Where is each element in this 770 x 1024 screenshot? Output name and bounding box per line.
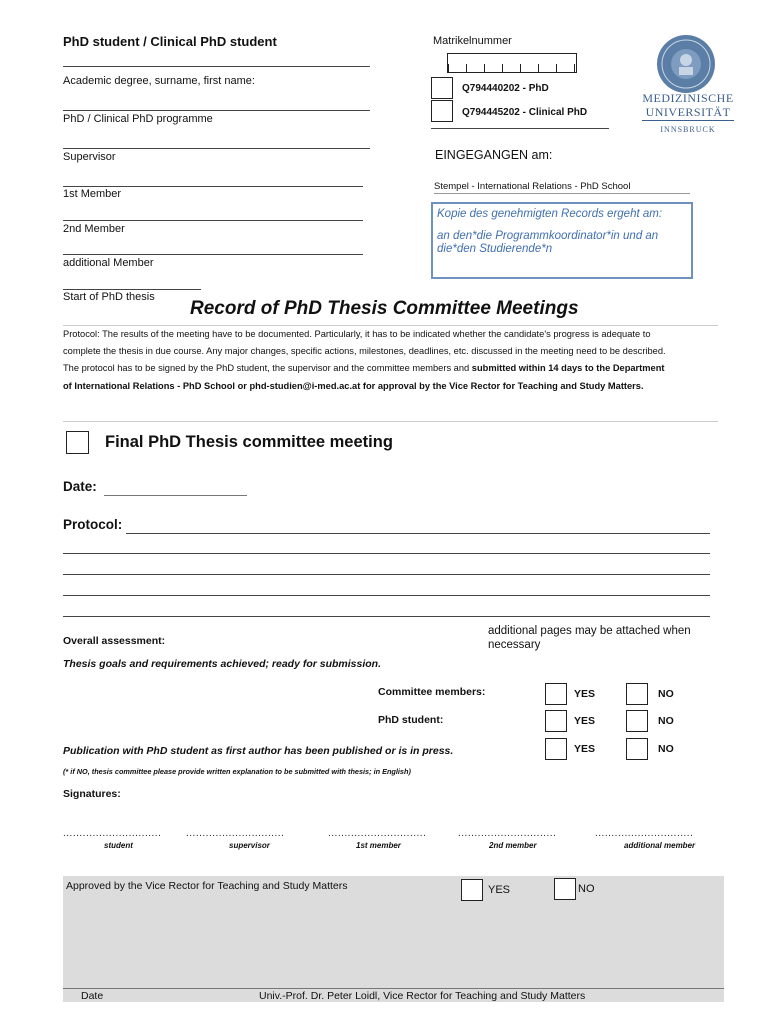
protocol-intro-text: Protocol: The results of the meeting have to be documented. Particularly, it has to be indicated whether the candidate's progress is adequate to complete the thesis in due course. Any major changes, specific actions, milestones, deadlines, etc. discussed in the meeting need to be described. The protocol has to be signed by the PhD student, the supervisor and the committee members and	[63, 329, 666, 374]
protocol-line-2[interactable]	[63, 553, 710, 554]
received-label: EINGEGANGEN am:	[435, 148, 553, 162]
signer-additional-member: additional member	[624, 841, 696, 850]
member2-signature-line[interactable]: ..............................	[458, 828, 557, 839]
field-label-programme: PhD / Clinical PhD programme	[63, 113, 213, 125]
field-label-start: Start of PhD thesis	[63, 291, 155, 303]
publication-no-label: NO	[658, 743, 674, 755]
student-type-heading: PhD student / Clinical PhD student	[63, 34, 277, 49]
supervisor-signature-line[interactable]: ..............................	[186, 828, 285, 839]
logo-line-3: INNSBRUCK	[642, 120, 734, 137]
signer-student: student	[104, 841, 133, 850]
committee-members-label: Committee members:	[378, 686, 486, 698]
protocol-submission-text: submitted within 14 days to the Department of International Relations - PhD School or phd-studien@i-med.ac.at for approval by the Vice Rector for Teaching and Study Matters.	[63, 363, 665, 391]
student-no-checkbox[interactable]	[626, 710, 648, 732]
approval-signature-line[interactable]	[63, 988, 724, 989]
matrikel-input[interactable]	[447, 53, 577, 73]
date-input-line[interactable]	[104, 495, 247, 496]
signer-supervisor: supervisor	[229, 841, 270, 850]
committee-no-label: NO	[658, 688, 674, 700]
publication-yes-label: YES	[574, 743, 596, 755]
protocol-line-5[interactable]	[63, 616, 710, 617]
approval-date-label: Date	[81, 990, 104, 1002]
protocol-label: Protocol:	[63, 517, 123, 532]
matrikel-label: Matrikelnummer	[433, 35, 512, 47]
university-logo-text	[636, 91, 740, 137]
committee-yes-checkbox[interactable]	[545, 683, 567, 705]
program-divider	[431, 128, 609, 129]
protocol-instructions	[63, 326, 673, 395]
additional-pages-note: additional pages may be attached when necessary	[488, 625, 691, 651]
approval-no-label: NO	[578, 883, 595, 895]
copy-note-line-2: an den*die Programmkoordinator*in und an die*den Studierende*n	[437, 230, 659, 255]
protocol-line-1[interactable]	[126, 533, 710, 534]
start-date-line[interactable]	[63, 289, 201, 290]
approval-yes-checkbox[interactable]	[461, 879, 483, 901]
committee-no-checkbox[interactable]	[626, 683, 648, 705]
additional-member-line[interactable]	[63, 254, 363, 255]
phd-student-label: PhD student:	[378, 714, 444, 726]
committee-yes-label: YES	[574, 688, 596, 700]
copy-note-box	[431, 202, 693, 279]
final-meeting-checkbox[interactable]	[66, 431, 89, 454]
program-phd-label: Q794440202 - PhD	[462, 83, 549, 94]
stamp-label: Stempel - International Relations - PhD School	[434, 181, 631, 192]
program-clinical-checkbox[interactable]	[431, 100, 453, 122]
approval-label: Approved by the Vice Rector for Teaching and Study Matters	[66, 880, 348, 892]
field-label-additional-member: additional Member	[63, 257, 154, 269]
logo-line-1: MEDIZINISCHE	[642, 91, 734, 105]
member1-signature-line[interactable]: ..............................	[328, 828, 427, 839]
page-title: Record of PhD Thesis Committee Meetings	[190, 298, 579, 319]
footnote: (* if NO, thesis committee please provide written explanation to be submitted with thesis; in English)	[63, 767, 411, 776]
supervisor-line[interactable]	[63, 148, 370, 149]
publication-yes-checkbox[interactable]	[545, 738, 567, 760]
logo-line-2: UNIVERSITÄT	[645, 105, 731, 119]
field-label-member1: 1st Member	[63, 188, 122, 200]
date-label: Date:	[63, 479, 97, 494]
field-label-member2: 2nd Member	[63, 223, 125, 235]
additional-member-signature-line[interactable]: ..............................	[595, 828, 694, 839]
member1-line[interactable]	[63, 186, 363, 187]
protocol-line-4[interactable]	[63, 595, 710, 596]
student-yes-checkbox[interactable]	[545, 710, 567, 732]
field-label-supervisor: Supervisor	[63, 151, 116, 163]
program-clinical-label: Q794445202 - Clinical PhD	[462, 107, 588, 118]
protocol-line-3[interactable]	[63, 574, 710, 575]
student-yes-label: YES	[574, 715, 596, 727]
signer-member1: 1st member	[356, 841, 401, 850]
copy-note-line-1: Kopie des genehmigten Records ergeht am:	[437, 208, 663, 220]
vice-rector-signatory: Univ.-Prof. Dr. Peter Loidl, Vice Rector for Teaching and Study Matters	[259, 990, 586, 1002]
programme-line[interactable]	[63, 110, 370, 111]
field-label-name: Academic degree, surname, first name:	[63, 75, 255, 87]
name-line[interactable]	[63, 66, 370, 67]
student-no-label: NO	[658, 715, 674, 727]
program-phd-checkbox[interactable]	[431, 77, 453, 99]
publication-no-checkbox[interactable]	[626, 738, 648, 760]
final-meeting-label: Final PhD Thesis committee meeting	[105, 433, 393, 451]
approval-section	[63, 876, 724, 1002]
goals-statement: Thesis goals and requirements achieved; ready for submission.	[63, 658, 382, 670]
approval-yes-label: YES	[488, 884, 511, 896]
stamp-divider	[434, 193, 690, 194]
university-seal-icon	[656, 34, 716, 94]
student-signature-line[interactable]: ..............................	[63, 828, 162, 839]
overall-assessment-label: Overall assessment:	[63, 635, 166, 647]
signatures-label: Signatures:	[63, 788, 121, 800]
intro-divider	[63, 421, 718, 422]
signer-member2: 2nd member	[489, 841, 537, 850]
member2-line[interactable]	[63, 220, 363, 221]
publication-statement: Publication with PhD student as first author has been published or is in press.	[63, 745, 454, 757]
approval-no-checkbox[interactable]	[554, 878, 576, 900]
